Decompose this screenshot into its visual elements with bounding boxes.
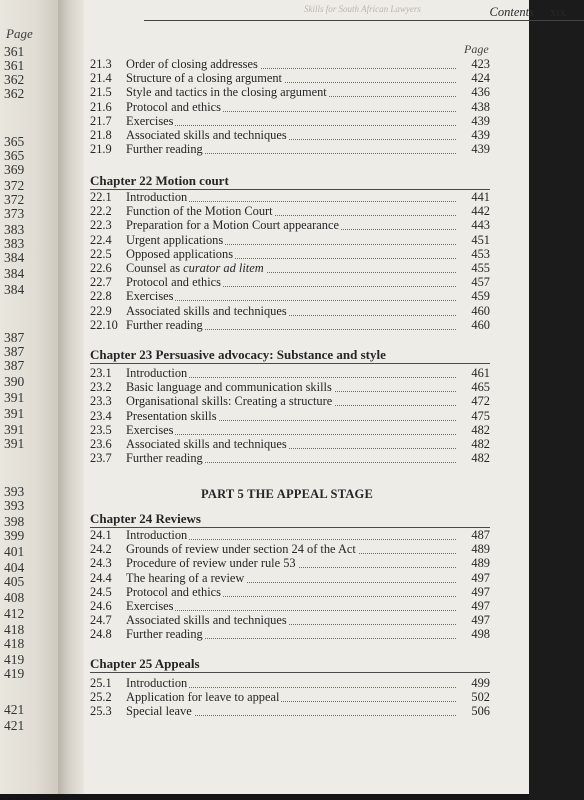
facing-page-number: 401 bbox=[4, 544, 25, 559]
facing-page-number: 419 bbox=[4, 652, 25, 667]
toc-entry[interactable] bbox=[84, 451, 490, 466]
toc-entry[interactable] bbox=[84, 528, 490, 543]
toc-entry[interactable] bbox=[84, 627, 490, 642]
facing-page-number: 418 bbox=[4, 636, 25, 651]
toc-entry[interactable] bbox=[84, 437, 490, 452]
page-number: 438 bbox=[471, 99, 490, 114]
page-number: 441 bbox=[471, 190, 490, 204]
facing-page-number: 384 bbox=[4, 282, 25, 297]
section-number: 24.6 bbox=[90, 599, 112, 613]
section-number: 24.2 bbox=[90, 542, 112, 557]
section-title: Grounds of review under section 24 of the Act bbox=[126, 542, 356, 557]
chapter-rule bbox=[90, 672, 490, 673]
facing-page-number: 419 bbox=[4, 666, 25, 681]
section-title: Associated skills and techniques bbox=[126, 613, 287, 628]
facing-page-number: 390 bbox=[4, 374, 25, 389]
running-header bbox=[144, 0, 584, 21]
section-number: 23.1 bbox=[90, 366, 112, 380]
section-title: Protocol and ethics bbox=[126, 275, 221, 290]
toc-entry[interactable] bbox=[84, 556, 490, 571]
section-number: 22.8 bbox=[90, 289, 112, 304]
facing-page-number: 362 bbox=[4, 72, 25, 87]
facing-page-number: 384 bbox=[4, 250, 25, 265]
facing-page-number: 369 bbox=[4, 162, 25, 177]
section-number: 24.3 bbox=[90, 556, 112, 571]
facing-page-number: 373 bbox=[4, 206, 25, 221]
section-title: Protocol and ethics bbox=[126, 99, 221, 114]
toc-entry[interactable] bbox=[84, 57, 490, 72]
dot-leader bbox=[128, 300, 456, 301]
facing-page-number: 404 bbox=[4, 560, 25, 575]
section-number: 21.4 bbox=[90, 71, 112, 86]
page-number: 451 bbox=[471, 232, 490, 247]
facing-page-number: 387 bbox=[4, 358, 25, 373]
toc-entry[interactable] bbox=[84, 676, 490, 691]
chapter-rule bbox=[90, 363, 490, 364]
section-title: Preparation for a Motion Court appearance bbox=[126, 218, 339, 233]
page-number: 497 bbox=[471, 570, 490, 585]
facing-page-number: 372 bbox=[4, 178, 25, 193]
page-number: 461 bbox=[471, 366, 490, 380]
header-section-title: Contents bbox=[489, 5, 534, 19]
toc-entry[interactable] bbox=[84, 394, 490, 409]
section-title: Special leave bbox=[126, 704, 192, 719]
page-number: 439 bbox=[471, 128, 490, 142]
toc-entry[interactable] bbox=[84, 704, 490, 719]
toc-entry[interactable] bbox=[84, 542, 490, 557]
part-heading[interactable]: PART 5 THE APPEAL STAGE bbox=[200, 487, 374, 501]
page-number: 436 bbox=[471, 85, 490, 100]
page-number: 475 bbox=[471, 408, 490, 423]
facing-page-number: 361 bbox=[4, 58, 25, 73]
chapter-heading[interactable]: Chapter 25 Appeals bbox=[90, 656, 200, 671]
toc-entry[interactable] bbox=[84, 318, 490, 333]
toc-entry[interactable] bbox=[84, 690, 490, 705]
section-title: The hearing of a review bbox=[126, 570, 245, 585]
facing-page-number: 421 bbox=[4, 718, 25, 733]
toc-entry[interactable] bbox=[84, 261, 490, 276]
page-number: 439 bbox=[471, 113, 490, 128]
section-number: 25.2 bbox=[90, 690, 112, 705]
section-number: 23.4 bbox=[90, 408, 112, 423]
section-title: Structure of a closing argument bbox=[126, 71, 282, 86]
section-title: Introduction bbox=[126, 528, 188, 542]
section-number: 23.6 bbox=[90, 437, 112, 451]
facing-page-number: 421 bbox=[4, 702, 25, 717]
section-number: 22.3 bbox=[90, 218, 112, 233]
header-page-number: xix bbox=[550, 5, 566, 19]
section-title: Further reading bbox=[126, 627, 203, 642]
toc-entry[interactable] bbox=[84, 275, 490, 290]
toc-entry[interactable] bbox=[84, 247, 490, 262]
facing-page-number: 405 bbox=[4, 574, 25, 589]
facing-page-number: 372 bbox=[4, 192, 25, 207]
toc-entry[interactable] bbox=[84, 380, 490, 395]
page-number: 459 bbox=[471, 289, 490, 304]
facing-page-number: 384 bbox=[4, 266, 25, 281]
section-title: Introduction bbox=[126, 676, 188, 690]
section-title: Opposed applications bbox=[126, 246, 234, 261]
page-number: 460 bbox=[471, 303, 490, 318]
toc-entry[interactable] bbox=[84, 218, 490, 233]
page-number: 460 bbox=[471, 317, 490, 332]
section-title: Protocol and ethics bbox=[126, 584, 221, 599]
facing-page-number: 391 bbox=[4, 436, 25, 451]
facing-page-number: 361 bbox=[4, 44, 25, 59]
facing-page bbox=[0, 0, 58, 800]
page-number: 457 bbox=[471, 275, 490, 290]
section-number: 21.9 bbox=[90, 142, 112, 157]
page-number: 423 bbox=[471, 57, 490, 71]
section-title: Urgent applications bbox=[126, 232, 224, 247]
section-title: Associated skills and techniques bbox=[126, 437, 287, 451]
facing-page-number: 387 bbox=[4, 344, 25, 359]
facing-page-number: 383 bbox=[4, 222, 25, 237]
facing-page-number: 398 bbox=[4, 514, 25, 529]
section-number: 25.3 bbox=[90, 704, 112, 719]
toc-entry[interactable] bbox=[84, 613, 490, 628]
section-title: Basic language and communication skills bbox=[126, 380, 332, 395]
page-number: 497 bbox=[471, 613, 490, 628]
facing-page-number: 412 bbox=[4, 606, 25, 621]
toc-entry[interactable] bbox=[84, 304, 490, 319]
page-number: 489 bbox=[471, 542, 490, 557]
section-number: 21.3 bbox=[90, 57, 112, 71]
toc-entry[interactable] bbox=[84, 100, 490, 115]
section-title: Function of the Motion Court bbox=[126, 204, 273, 219]
section-number: 22.1 bbox=[90, 190, 112, 204]
section-number: 21.6 bbox=[90, 99, 112, 114]
header-faint-text: Skills for South African Lawyers bbox=[304, 4, 421, 14]
section-title: Further reading bbox=[126, 142, 203, 157]
page-number: 498 bbox=[471, 627, 490, 642]
section-number: 22.6 bbox=[90, 261, 112, 275]
section-title: Further reading bbox=[126, 451, 203, 466]
section-title: Associated skills and techniques bbox=[126, 128, 287, 142]
section-title: Procedure of review under rule 53 bbox=[126, 556, 296, 571]
dot-leader bbox=[128, 610, 456, 611]
page-number: 489 bbox=[471, 556, 490, 571]
toc-entry[interactable] bbox=[84, 571, 490, 586]
section-number: 22.4 bbox=[90, 232, 112, 247]
facing-page-number: 399 bbox=[4, 528, 25, 543]
facing-page-number: 393 bbox=[4, 498, 25, 513]
section-number: 23.5 bbox=[90, 422, 112, 437]
facing-page-number: 362 bbox=[4, 86, 25, 101]
section-number: 24.7 bbox=[90, 613, 112, 628]
chapter-heading[interactable]: Chapter 24 Reviews bbox=[90, 511, 201, 526]
section-number: 21.8 bbox=[90, 128, 112, 142]
section-number: 24.4 bbox=[90, 570, 112, 585]
section-number: 22.7 bbox=[90, 275, 112, 290]
toc-entry[interactable] bbox=[84, 71, 490, 86]
section-number: 22.9 bbox=[90, 303, 112, 318]
toc-entry[interactable] bbox=[84, 128, 490, 143]
section-number: 23.3 bbox=[90, 394, 112, 409]
page-number: 482 bbox=[471, 451, 490, 466]
page-number: 499 bbox=[471, 676, 490, 690]
dot-leader bbox=[128, 434, 456, 435]
section-number: 22.5 bbox=[90, 246, 112, 261]
section-number: 21.5 bbox=[90, 85, 112, 100]
section-title: Exercises bbox=[126, 113, 174, 128]
section-number: 25.1 bbox=[90, 676, 112, 690]
section-number: 22.10 bbox=[90, 317, 118, 332]
facing-page-number: 365 bbox=[4, 134, 25, 149]
section-number: 21.7 bbox=[90, 113, 112, 128]
facing-page-number: 393 bbox=[4, 484, 25, 499]
section-number: 24.8 bbox=[90, 627, 112, 642]
section-title: Order of closing addresses bbox=[126, 57, 258, 71]
facing-page-number: 408 bbox=[4, 590, 25, 605]
facing-page-number: 387 bbox=[4, 330, 25, 345]
toc-entry[interactable] bbox=[84, 423, 490, 438]
page-number: 487 bbox=[471, 528, 490, 542]
toc-entry[interactable] bbox=[84, 599, 490, 614]
page-number: 443 bbox=[471, 218, 490, 233]
toc-entry[interactable] bbox=[84, 142, 490, 157]
page-number: 472 bbox=[471, 394, 490, 409]
section-title: Style and tactics in the closing argument bbox=[126, 85, 327, 100]
page-number: 453 bbox=[471, 246, 490, 261]
page-number: 465 bbox=[471, 380, 490, 395]
facing-page-number: 383 bbox=[4, 236, 25, 251]
facing-page-number: 391 bbox=[4, 390, 25, 405]
page-number: 439 bbox=[471, 142, 490, 157]
page-number: 482 bbox=[471, 437, 490, 451]
page-number: 506 bbox=[471, 704, 490, 719]
section-title: Introduction bbox=[126, 366, 188, 380]
page-number: 497 bbox=[471, 599, 490, 613]
page-column-label: Page bbox=[464, 42, 489, 56]
toc-entry[interactable] bbox=[84, 233, 490, 248]
dot-leader bbox=[128, 125, 456, 126]
section-title: Presentation skills bbox=[126, 408, 217, 423]
section-title: Exercises bbox=[126, 422, 174, 437]
section-title: Application for leave to appeal bbox=[126, 690, 280, 705]
toc-entry[interactable] bbox=[84, 409, 490, 424]
facing-page-label: Page bbox=[6, 26, 33, 41]
toc-entry[interactable] bbox=[84, 366, 490, 381]
section-number: 23.7 bbox=[90, 451, 112, 466]
toc-entry[interactable] bbox=[84, 190, 490, 205]
section-title: Counsel as curator ad litem bbox=[126, 261, 264, 275]
section-title: Associated skills and techniques bbox=[126, 303, 287, 318]
section-title: Exercises bbox=[126, 599, 174, 613]
table-edge bbox=[0, 794, 529, 800]
section-number: 22.2 bbox=[90, 204, 112, 219]
toc-entry[interactable] bbox=[84, 585, 490, 600]
contents-page bbox=[84, 0, 566, 800]
facing-page-number: 391 bbox=[4, 422, 25, 437]
section-number: 23.2 bbox=[90, 380, 112, 395]
section-title: Further reading bbox=[126, 317, 203, 332]
facing-page-number: 365 bbox=[4, 148, 25, 163]
page-number: 502 bbox=[471, 690, 490, 705]
section-number: 24.1 bbox=[90, 528, 112, 542]
section-number: 24.5 bbox=[90, 584, 112, 599]
toc-entry[interactable] bbox=[84, 204, 490, 219]
chapter-heading[interactable]: Chapter 23 Persuasive advocacy: Substance and style bbox=[90, 347, 386, 362]
book-gutter bbox=[58, 0, 84, 800]
page-number: 497 bbox=[471, 584, 490, 599]
section-title: Organisational skills: Creating a structure bbox=[126, 394, 333, 409]
toc-entry[interactable] bbox=[84, 289, 490, 304]
facing-page-number: 391 bbox=[4, 406, 25, 421]
section-title: Introduction bbox=[126, 190, 188, 204]
chapter-heading[interactable]: Chapter 22 Motion court bbox=[90, 173, 229, 188]
toc-entry[interactable] bbox=[84, 85, 490, 100]
page-number: 442 bbox=[471, 204, 490, 219]
facing-page-number: 418 bbox=[4, 622, 25, 637]
page-number: 424 bbox=[471, 71, 490, 86]
page-number: 482 bbox=[471, 422, 490, 437]
section-title: Exercises bbox=[126, 289, 174, 304]
toc-entry[interactable] bbox=[84, 114, 490, 129]
page-number: 455 bbox=[471, 261, 490, 275]
